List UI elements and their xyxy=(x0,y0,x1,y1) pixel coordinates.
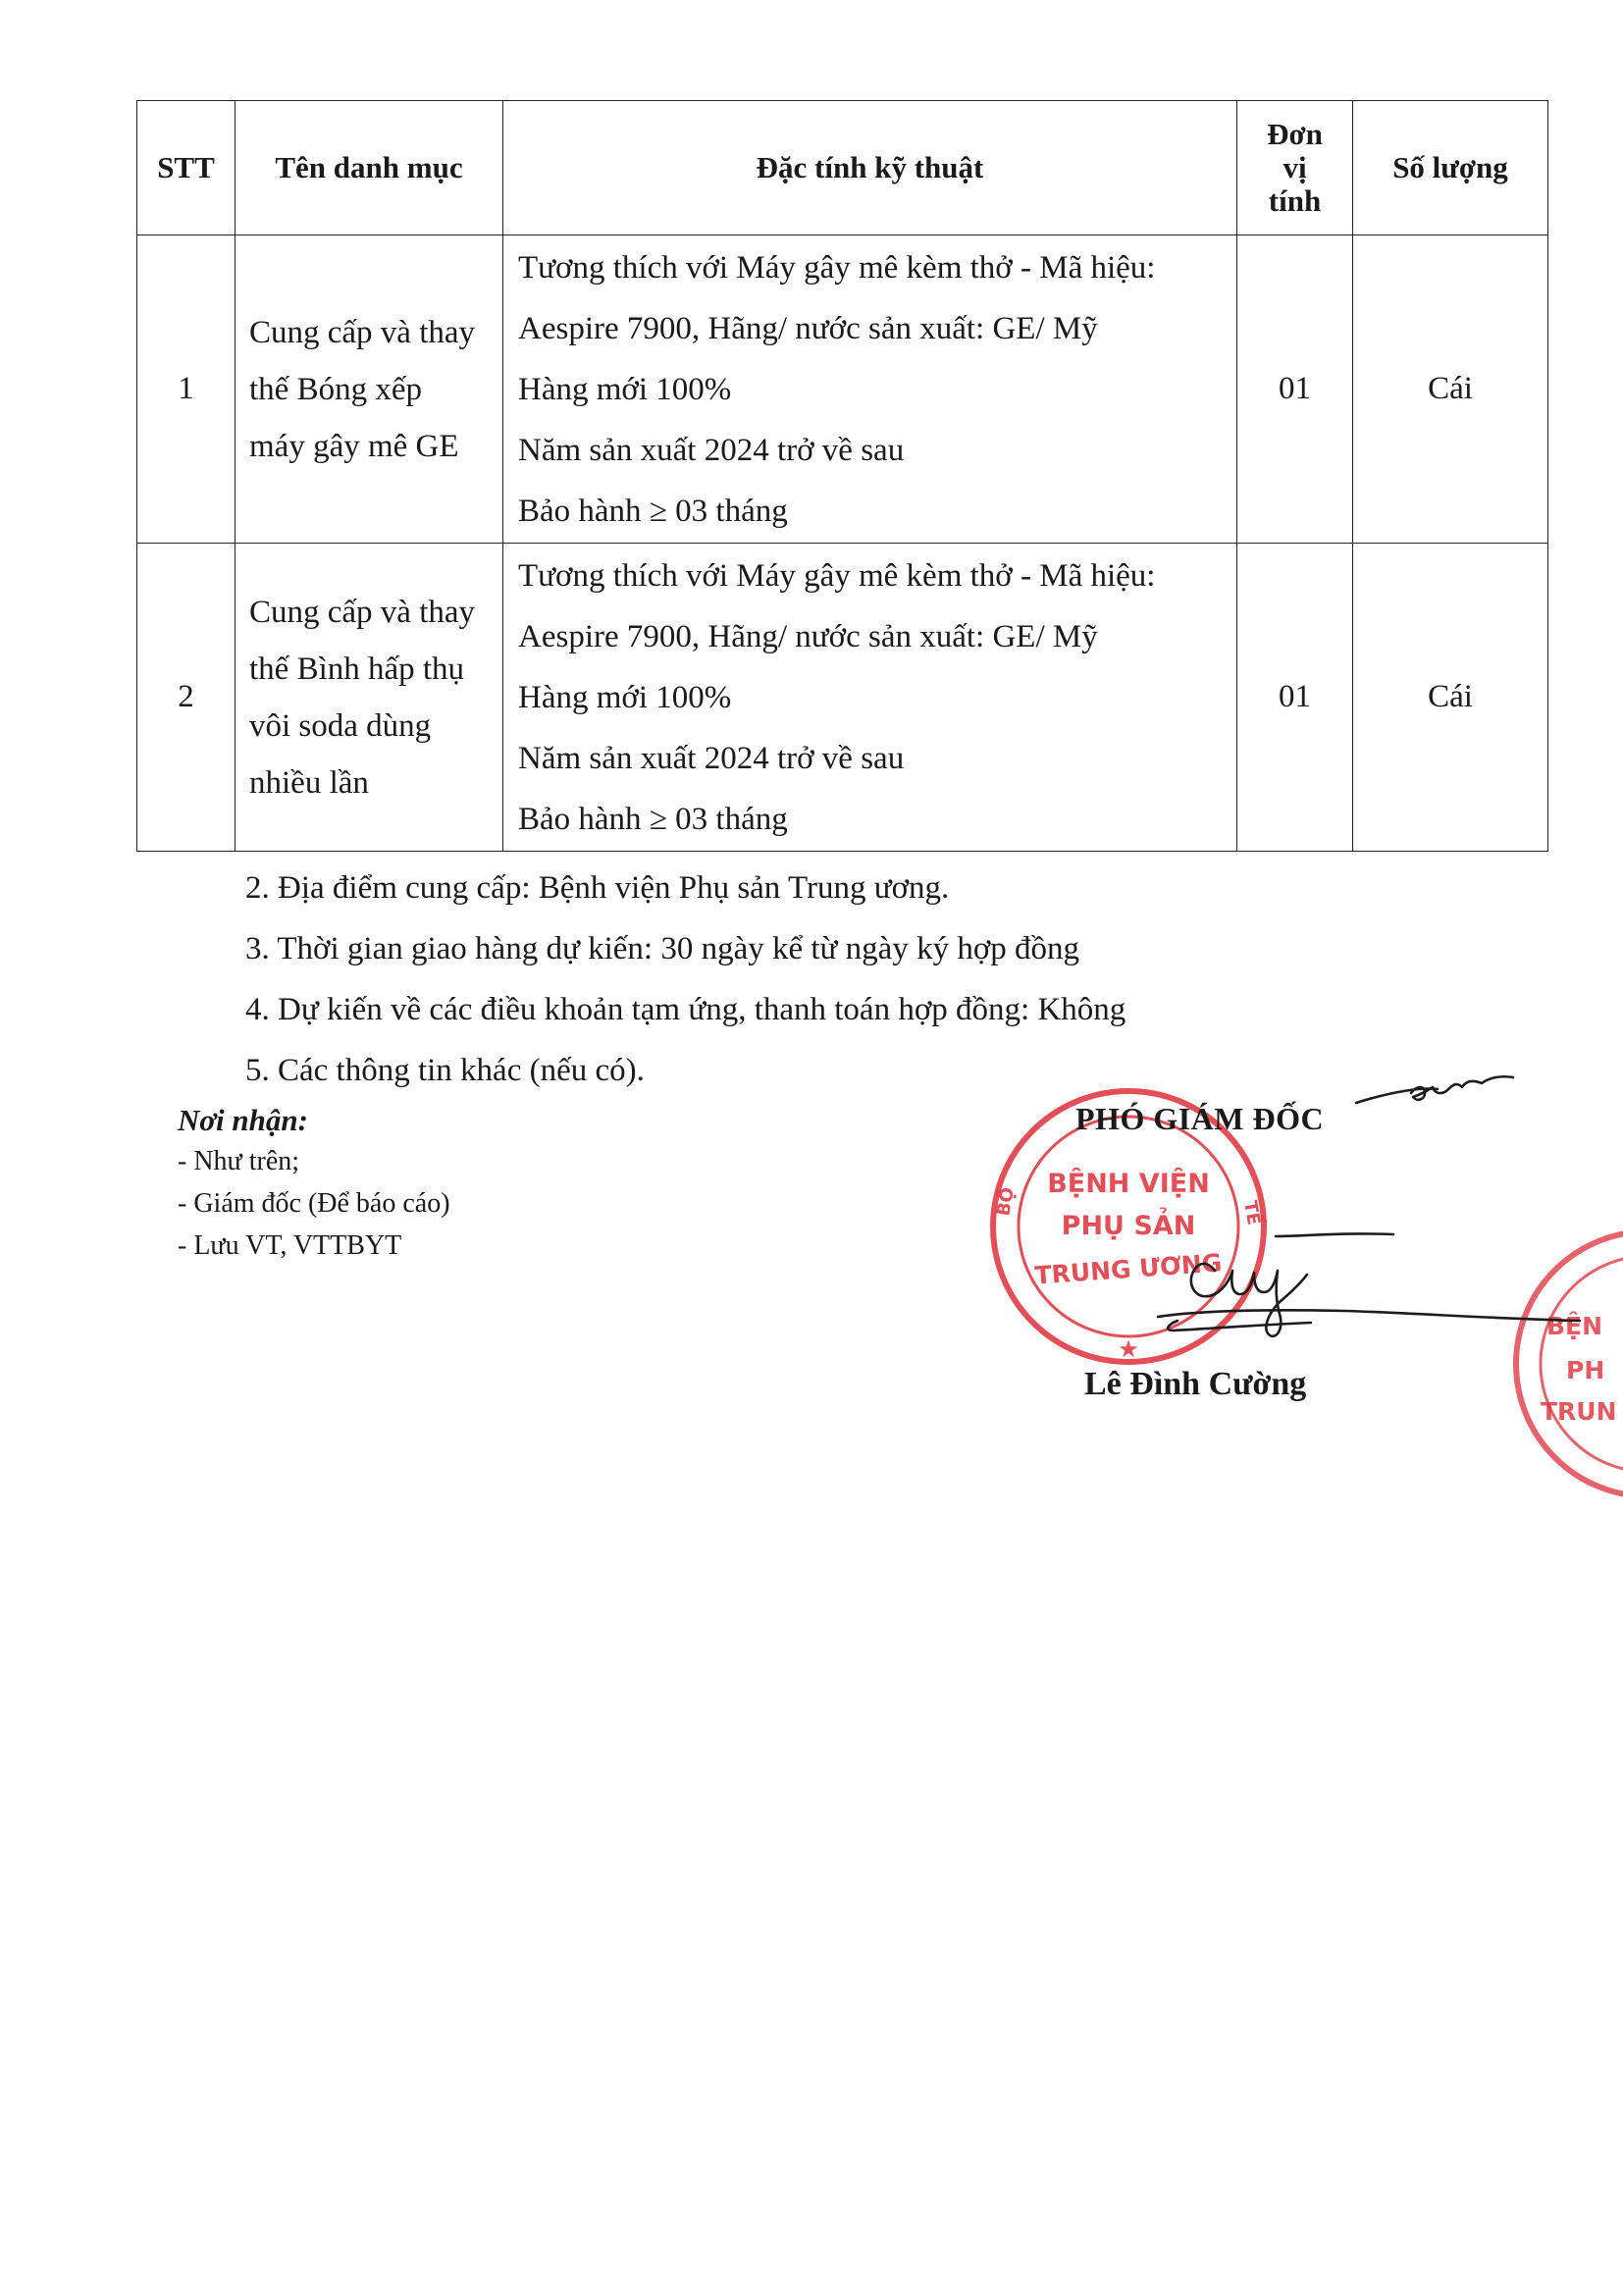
item-delivery-location: 2. Địa điểm cung cấp: Bệnh viện Phụ sản Trung ương. xyxy=(245,870,950,906)
row-qty: Cái xyxy=(1353,544,1548,852)
stamp-fragment: PH xyxy=(1566,1356,1605,1384)
signer-title: PHÓ GIÁM ĐỐC xyxy=(1075,1101,1325,1136)
signer-name: Lê Đình Cường xyxy=(1084,1366,1307,1402)
table-row xyxy=(137,544,1548,852)
row-name: Cung cấp và thay thế Bóng xếp máy gây mê GE xyxy=(236,235,503,544)
row-spec: Tương thích với Máy gây mê kèm thở - Mã hiệu: Aespire 7900, Hãng/ nước sản xuất: GE/ Mỹ Hàng mới 100% Năm sản xuất 2024 trở về sau Bảo hành ≥ 03 tháng xyxy=(503,235,1237,544)
header-qty: Số lượng xyxy=(1353,101,1548,235)
row-stt: 2 xyxy=(137,544,236,852)
stamp-line: TRUNG ƯƠNG xyxy=(1033,1248,1224,1290)
header-stt: STT xyxy=(137,101,236,235)
header-unit: Đơn vị tính xyxy=(1237,101,1353,235)
stamp-fragment: BỆN xyxy=(1546,1312,1603,1340)
recipient-line: - Lưu VT, VTTBYT xyxy=(178,1230,402,1261)
table-row xyxy=(137,235,1548,544)
row-name: Cung cấp và thay thế Bình hấp thụ vôi soda dùng nhiều lần xyxy=(236,544,503,852)
table-header-row xyxy=(137,101,1548,235)
row-unit: 01 xyxy=(1237,235,1353,544)
item-other-info: 5. Các thông tin khác (nếu có). xyxy=(245,1053,645,1088)
stamp-ring-text: TẾ xyxy=(1239,1199,1265,1227)
stamp-fragment: TRUN xyxy=(1541,1397,1617,1426)
recipients-title: Nơi nhận: xyxy=(178,1103,308,1137)
recipients-block xyxy=(178,1101,450,1267)
recipient-line: - Như trên; xyxy=(178,1146,300,1176)
handwritten-signature xyxy=(1099,1060,1623,1354)
numbered-items xyxy=(245,858,1126,1101)
specification-table xyxy=(136,100,1548,852)
item-payment-terms: 4. Dự kiến về các điều khoản tạm ứng, thanh toán hợp đồng: Không xyxy=(245,992,1126,1027)
row-stt: 1 xyxy=(137,235,236,544)
stamp-star-icon: ★ xyxy=(1118,1335,1139,1363)
row-spec: Tương thích với Máy gây mê kèm thở - Mã hiệu: Aespire 7900, Hãng/ nước sản xuất: GE/ Mỹ Hàng mới 100% Năm sản xuất 2024 trở về sau Bảo hành ≥ 03 tháng xyxy=(503,544,1237,852)
item-delivery-time: 3. Thời gian giao hàng dự kiến: 30 ngày kể từ ngày ký hợp đồng xyxy=(245,931,1080,966)
header-spec: Đặc tính kỹ thuật xyxy=(503,101,1237,235)
header-name: Tên danh mục xyxy=(236,101,503,235)
row-qty: Cái xyxy=(1353,235,1548,544)
stamp-ring-text: BỘ xyxy=(993,1185,1019,1218)
recipient-line: - Giám đốc (Để báo cáo) xyxy=(178,1188,450,1219)
row-unit: 01 xyxy=(1237,544,1353,852)
stamp-line: BỆNH VIỆN xyxy=(1047,1169,1210,1199)
stamp-line: PHỤ SẢN xyxy=(1061,1211,1196,1241)
